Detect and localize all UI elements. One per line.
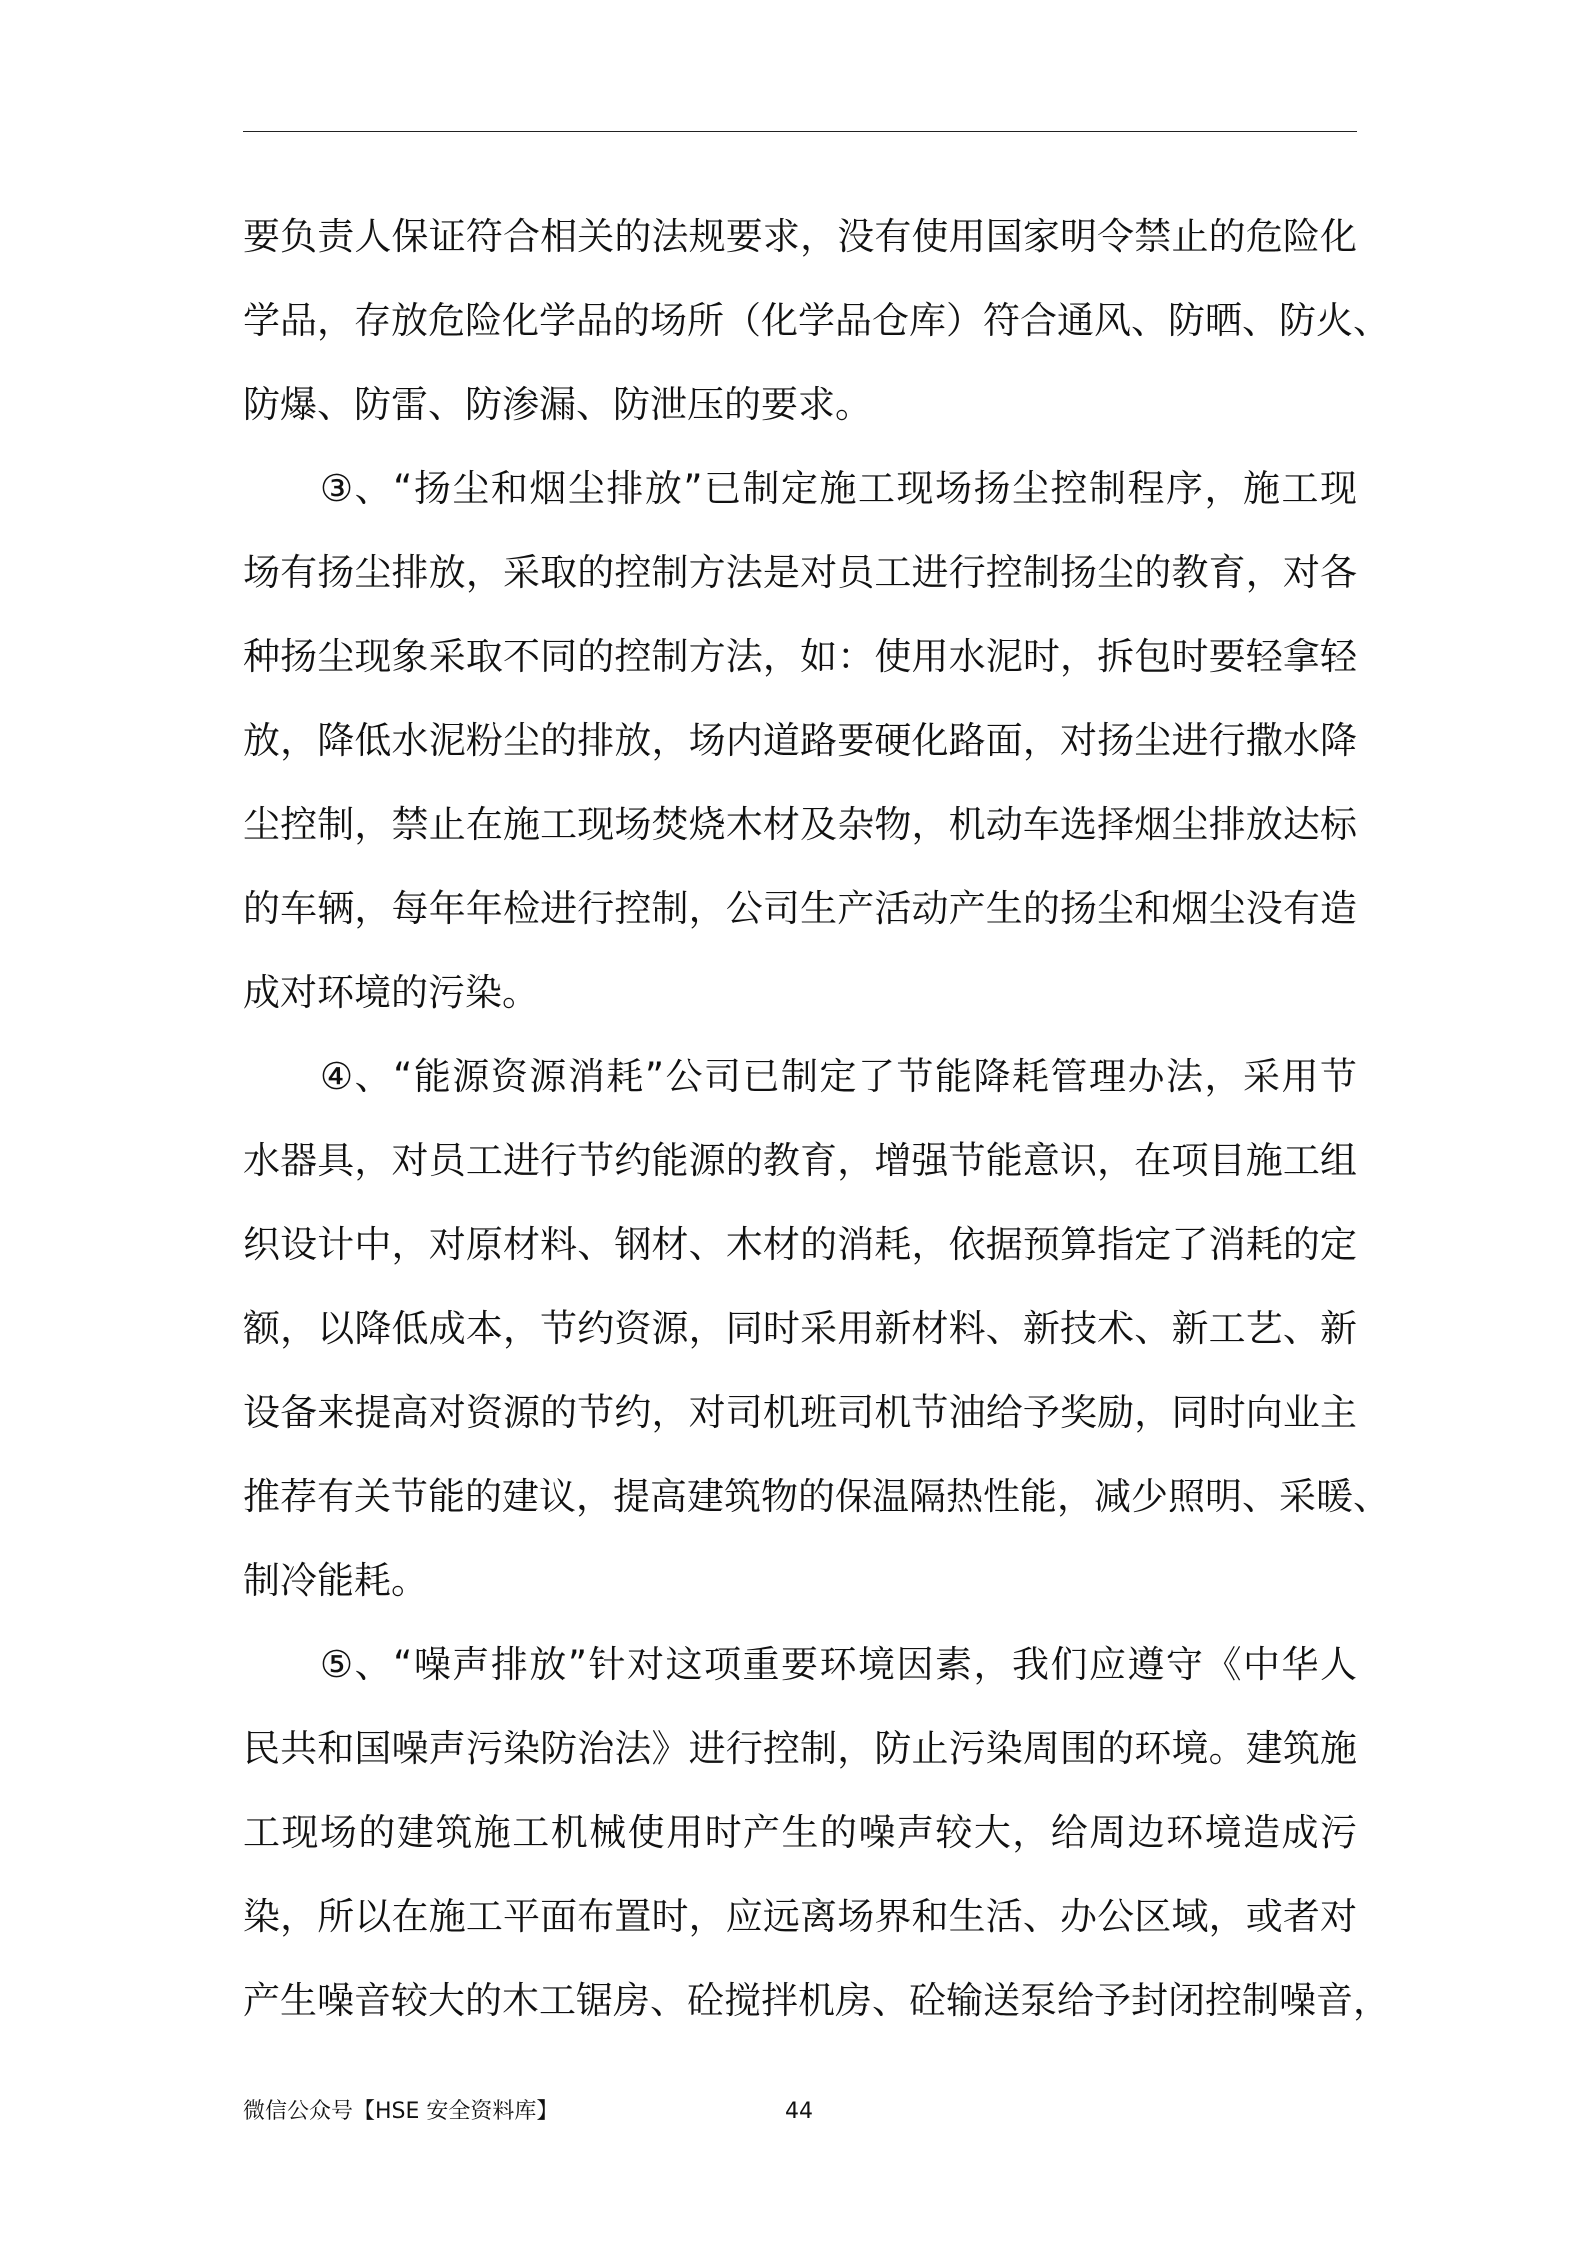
text-line: 场有扬尘排放，采取的控制方法是对员工进行控制扬尘的教育，对各 bbox=[243, 551, 1357, 594]
page-footer bbox=[243, 2092, 1357, 2132]
text-line: 水器具，对员工进行节约能源的教育，增强节能意识，在项目施工组 bbox=[243, 1139, 1357, 1182]
text-line: 制冷能耗。 bbox=[243, 1559, 428, 1602]
page-number: 44 bbox=[785, 2099, 813, 2124]
text-line: 织设计中，对原材料、钢材、木材的消耗，依据预算指定了消耗的定 bbox=[243, 1223, 1357, 1266]
text-line: ⑤、“噪声排放”针对这项重要环境因素，我们应遵守《中华人 bbox=[243, 1643, 1357, 1686]
text-line: 额，以降低成本，节约资源，同时采用新材料、新技术、新工艺、新 bbox=[243, 1307, 1357, 1350]
text-line: 染，所以在施工平面布置时，应远离场界和生活、办公区域，或者对 bbox=[243, 1895, 1357, 1938]
text-line: 工现场的建筑施工机械使用时产生的噪声较大，给周边环境造成污 bbox=[243, 1811, 1357, 1854]
header-rule bbox=[243, 131, 1357, 132]
text-line: 的车辆，每年年检进行控制，公司生产活动产生的扬尘和烟尘没有造 bbox=[243, 887, 1357, 930]
text-line: 尘控制，禁止在施工现场焚烧木材及杂物，机动车选择烟尘排放达标 bbox=[243, 803, 1357, 846]
text-line: ③、“扬尘和烟尘排放”已制定施工现场扬尘控制程序，施工现 bbox=[243, 467, 1357, 510]
footer-source: 微信公众号【HSE 安全资料库】 bbox=[243, 2099, 559, 2124]
text-line: 产生噪音较大的木工锯房、砼搅拌机房、砼输送泵给予封闭控制噪音， bbox=[243, 1979, 1390, 2022]
text-line: 种扬尘现象采取不同的控制方法，如：使用水泥时，拆包时要轻拿轻 bbox=[243, 635, 1357, 678]
text-line: 放，降低水泥粉尘的排放，场内道路要硬化路面，对扬尘进行撒水降 bbox=[243, 719, 1357, 762]
text-line: 设备来提高对资源的节约，对司机班司机节油给予奖励，同时向业主 bbox=[243, 1391, 1357, 1434]
body-text bbox=[243, 210, 1390, 2058]
text-line: 民共和国噪声污染防治法》进行控制，防止污染周围的环境。建筑施 bbox=[243, 1727, 1357, 1770]
text-line: 学品，存放危险化学品的场所（化学品仓库）符合通风、防晒、防火、 bbox=[243, 299, 1390, 342]
text-line: ④、“能源资源消耗”公司已制定了节能降耗管理办法，采用节 bbox=[243, 1055, 1357, 1098]
text-line: 成对环境的污染。 bbox=[243, 971, 539, 1014]
text-line: 推荐有关节能的建议，提高建筑物的保温隔热性能，减少照明、采暖、 bbox=[243, 1475, 1390, 1518]
text-line: 要负责人保证符合相关的法规要求，没有使用国家明令禁止的危险化 bbox=[243, 215, 1357, 258]
text-line: 防爆、防雷、防渗漏、防泄压的要求。 bbox=[243, 383, 872, 426]
